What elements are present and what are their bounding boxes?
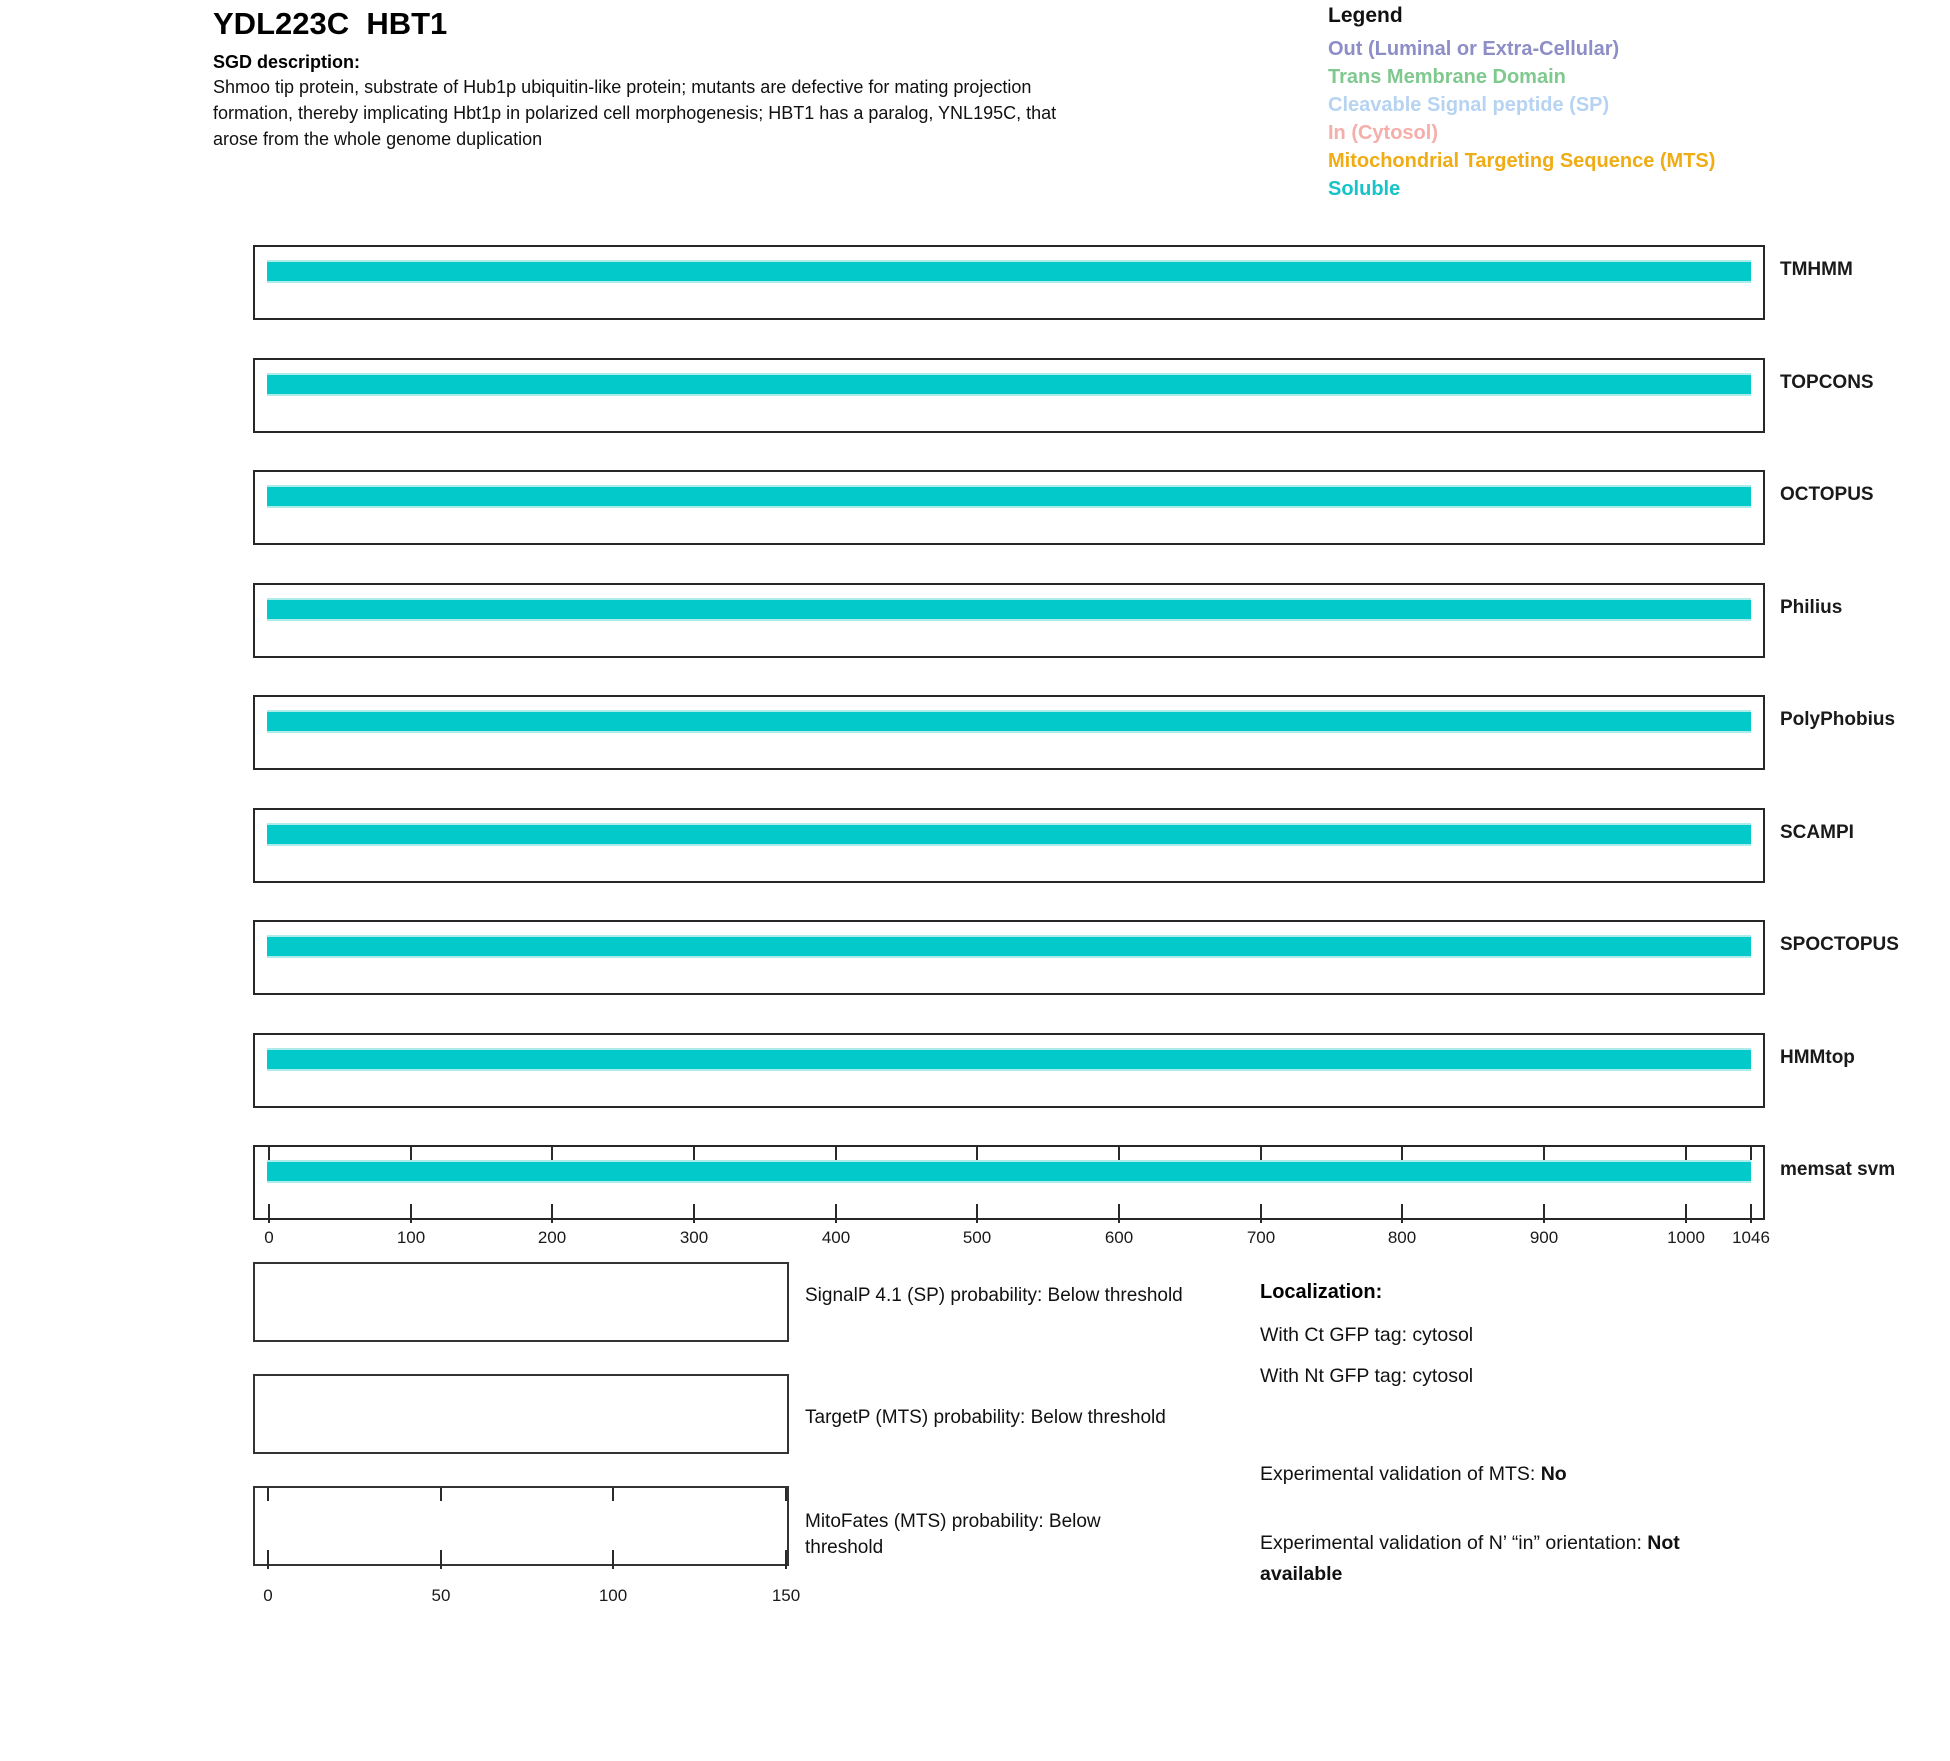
legend-item-mts: Mitochondrial Targeting Sequence (MTS) <box>1328 150 1716 172</box>
track-box <box>253 1033 1765 1108</box>
sgd-description-label: SGD description: <box>213 52 361 72</box>
track-row-octopus <box>0 470 1950 545</box>
soluble-bar <box>267 485 1751 508</box>
axis-tick <box>1260 1204 1262 1223</box>
axis-tick-label: 200 <box>537 1228 567 1247</box>
axis-tick-label: 800 <box>1387 1228 1417 1247</box>
track-box <box>253 1145 1765 1220</box>
axis-tick <box>1685 1204 1687 1223</box>
axis-tick <box>835 1147 837 1160</box>
mts-validation-line <box>1260 1463 1567 1486</box>
legend-item-out: Out (Luminal or Extra-Cellular) <box>1328 38 1620 60</box>
axis-tick <box>1750 1147 1752 1160</box>
axis-tick <box>268 1204 270 1223</box>
mitofates-axis-labels <box>255 1586 801 1608</box>
axis-tick <box>976 1147 978 1160</box>
axis-tick <box>1543 1147 1545 1160</box>
axis-tick <box>268 1147 270 1160</box>
track-box <box>253 245 1765 320</box>
axis-tick-label: 900 <box>1529 1228 1559 1247</box>
axis-tick-label: 0 <box>264 1228 274 1247</box>
soluble-bar <box>267 598 1751 621</box>
mitofates-ticks-layer <box>255 1488 787 1564</box>
axis-tick <box>1118 1147 1120 1160</box>
track-row-scampi <box>0 808 1950 883</box>
sgd-description-line: Shmoo tip protein, substrate of Hub1p ubiquitin-like protein; mutants are defective for mating projection <box>213 77 1032 97</box>
axis-tick-label: 50 <box>431 1586 451 1605</box>
axis-tick-label: 1000 <box>1667 1228 1705 1247</box>
soluble-bar <box>267 1048 1751 1071</box>
mitofates-plot-box <box>253 1486 789 1566</box>
localization-nt-line: With Nt GFP tag: cytosol <box>1260 1365 1474 1387</box>
axis-tick <box>612 1488 614 1501</box>
axis-tick <box>267 1550 269 1569</box>
axis-tick <box>1401 1204 1403 1223</box>
axis-tick <box>785 1550 787 1569</box>
axis-tick <box>440 1550 442 1569</box>
axis-tick-label: 600 <box>1104 1228 1134 1247</box>
residue-axis-labels <box>255 1228 1770 1250</box>
axis-tick <box>1750 1204 1752 1223</box>
track-label: SCAMPI <box>1780 822 1854 843</box>
track-row-philius <box>0 583 1950 658</box>
track-box <box>253 583 1765 658</box>
axis-tick-label: 700 <box>1246 1228 1276 1247</box>
axis-tick <box>976 1204 978 1223</box>
axis-tick <box>785 1488 787 1501</box>
axis-tick-label: 100 <box>598 1586 628 1605</box>
localization-ct-line: With Ct GFP tag: cytosol <box>1260 1324 1474 1346</box>
orientation-validation-line <box>1260 1528 1725 1590</box>
axis-tick-label: 400 <box>821 1228 851 1247</box>
page-title: YDL223C HBT1 <box>213 6 448 41</box>
axis-tick-label: 500 <box>962 1228 992 1247</box>
axis-tick-label: 1046 <box>1732 1228 1770 1247</box>
sgd-description-line: arose from the whole genome duplication <box>213 129 543 149</box>
sgd-description-line: formation, thereby implicating Hbt1p in polarized cell morphogenesis; HBT1 has a paralog, YNL195C, that <box>213 103 1057 123</box>
mts-validation-value: No <box>1540 1463 1567 1485</box>
signalp-plot-box <box>253 1262 789 1342</box>
axis-tick-label: 300 <box>679 1228 709 1247</box>
track-box <box>253 470 1765 545</box>
axis-tick-label: 150 <box>771 1586 801 1605</box>
axis-tick-label: 0 <box>263 1586 273 1605</box>
track-row-topcons <box>0 358 1950 433</box>
targetp-plot-label: TargetP (MTS) probability: Below threshold <box>805 1407 1166 1428</box>
axis-tick-label: 100 <box>396 1228 426 1247</box>
track-row-spoctopus <box>0 920 1950 995</box>
soluble-bar <box>267 710 1751 733</box>
track-row-hmmtop <box>0 1033 1950 1108</box>
soluble-bar <box>267 935 1751 958</box>
signalp-plot-label: SignalP 4.1 (SP) probability: Below threshold <box>805 1285 1183 1306</box>
orientation-validation-value: Not available <box>1260 1532 1680 1585</box>
axis-tick <box>410 1204 412 1223</box>
axis-tick <box>440 1488 442 1501</box>
legend-item-soluble: Soluble <box>1328 178 1401 200</box>
legend <box>1328 4 1715 203</box>
track-row-tmhmm <box>0 245 1950 320</box>
track-label: TOPCONS <box>1780 372 1874 393</box>
axis-tick <box>1685 1147 1687 1160</box>
track-label: Philius <box>1780 597 1843 618</box>
targetp-plot-box <box>253 1374 789 1454</box>
localization-title: Localization: <box>1260 1281 1383 1303</box>
axis-tick <box>1543 1204 1545 1223</box>
sgd-description-text <box>213 74 1056 152</box>
track-box <box>253 358 1765 433</box>
legend-title: Legend <box>1328 4 1403 27</box>
track-row-memsat <box>0 1145 1950 1220</box>
track-box <box>253 695 1765 770</box>
track-label: memsat svm <box>1780 1159 1896 1180</box>
track-box <box>253 808 1765 883</box>
track-label: SPOCTOPUS <box>1780 934 1899 955</box>
legend-item-in: In (Cytosol) <box>1328 122 1438 144</box>
soluble-bar <box>267 1160 1751 1183</box>
soluble-bar <box>267 260 1751 283</box>
axis-tick <box>1118 1204 1120 1223</box>
soluble-bar <box>267 373 1751 396</box>
track-label: PolyPhobius <box>1780 709 1896 730</box>
axis-tick <box>551 1147 553 1160</box>
axis-tick <box>693 1147 695 1160</box>
mts-validation-label: Experimental validation of MTS: <box>1260 1463 1541 1485</box>
axis-tick <box>1260 1147 1262 1160</box>
track-label: OCTOPUS <box>1780 484 1874 505</box>
legend-item-sp: Cleavable Signal peptide (SP) <box>1328 94 1610 116</box>
axis-tick <box>410 1147 412 1160</box>
axis-tick <box>267 1488 269 1501</box>
axis-tick <box>693 1204 695 1223</box>
axis-tick <box>835 1204 837 1223</box>
soluble-bar <box>267 823 1751 846</box>
axis-tick <box>1401 1147 1403 1160</box>
axis-tick <box>612 1550 614 1569</box>
axis-tick <box>551 1204 553 1223</box>
legend-item-tm: Trans Membrane Domain <box>1328 66 1566 88</box>
mitofates-plot-label: MitoFates (MTS) probability: Below threshold <box>805 1511 1101 1558</box>
orientation-validation-label: Experimental validation of N’ “in” orientation: <box>1260 1532 1648 1554</box>
track-box <box>253 920 1765 995</box>
track-row-polyphobius <box>0 695 1950 770</box>
track-label: TMHMM <box>1780 259 1853 280</box>
track-label: HMMtop <box>1780 1047 1855 1068</box>
